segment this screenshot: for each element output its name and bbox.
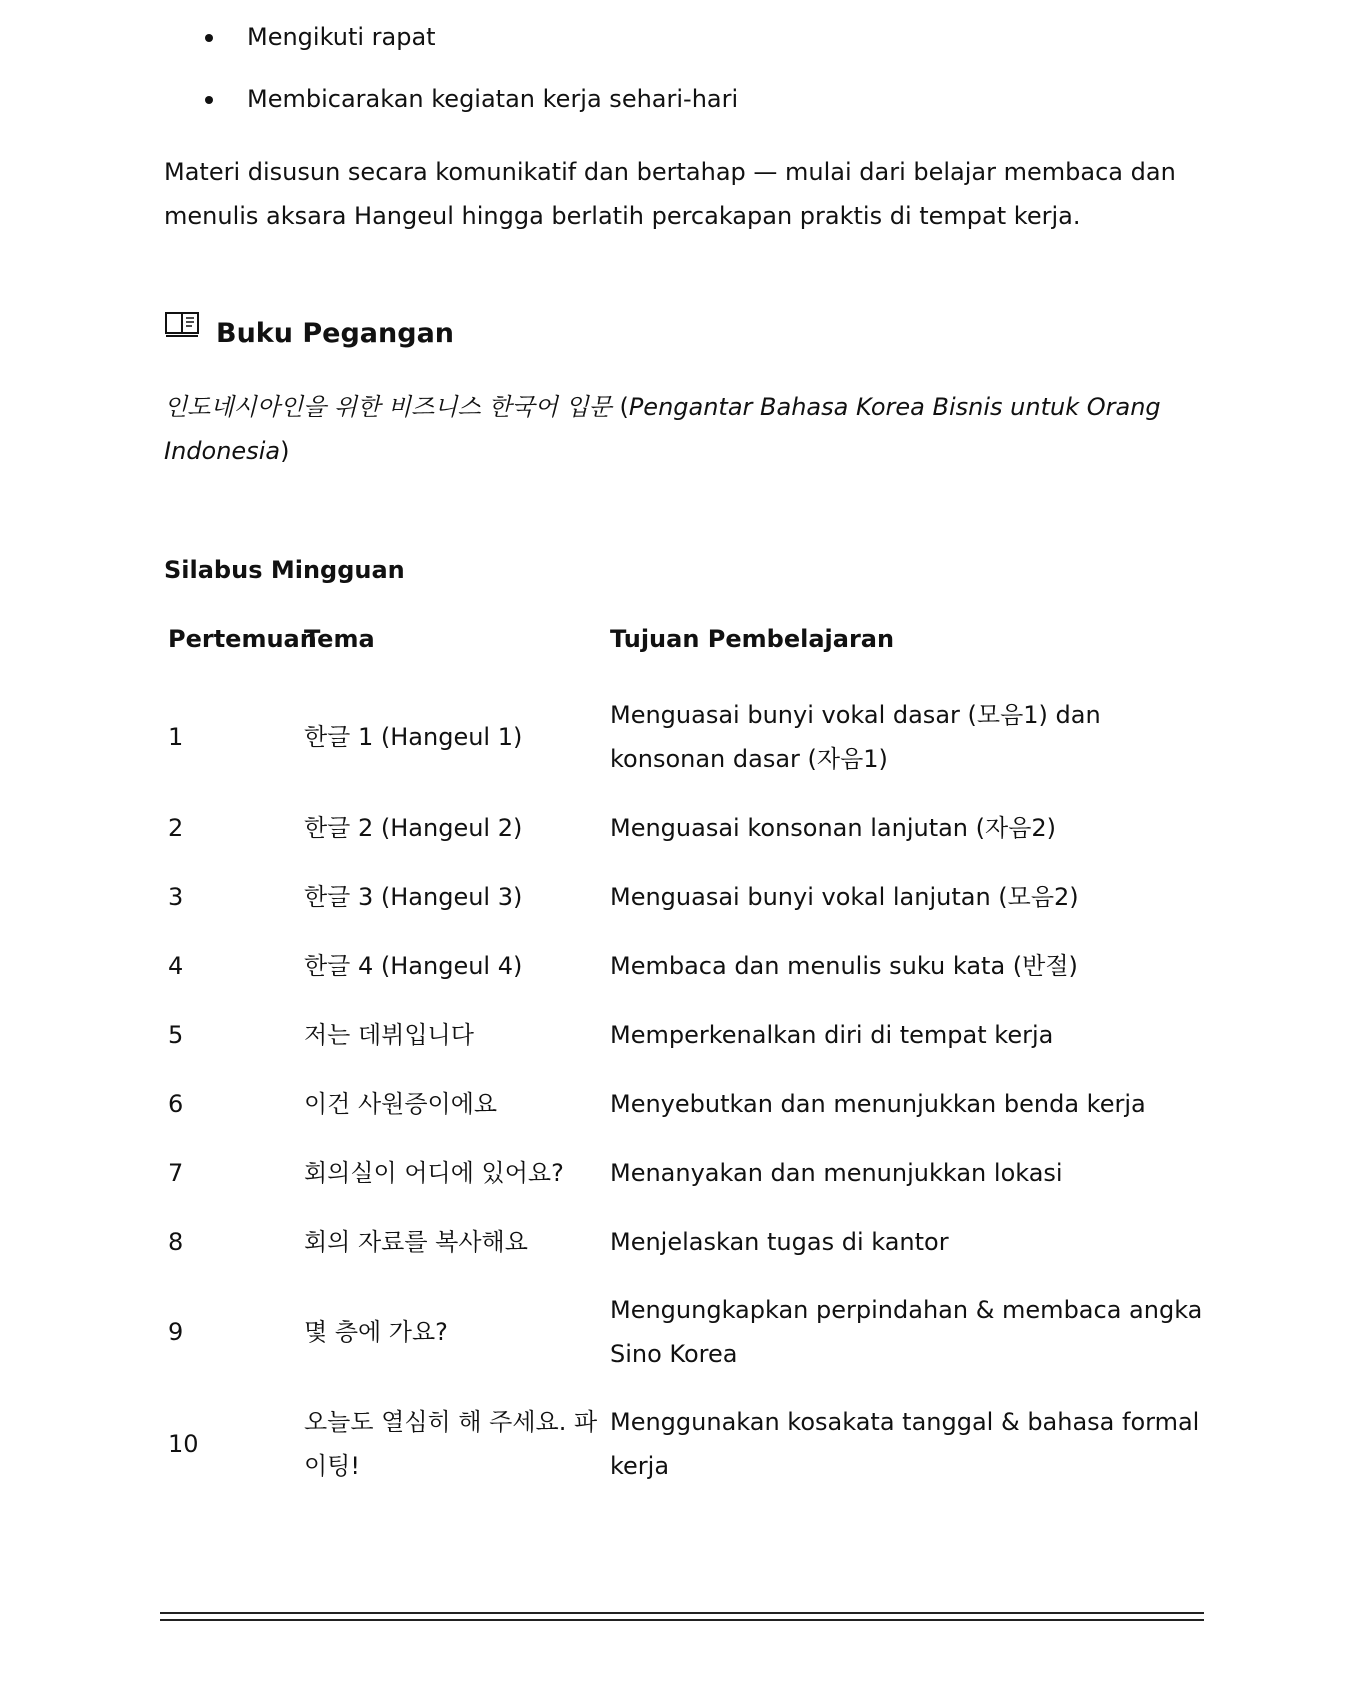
theme-cell: 이건 사원증이에요 [304, 1089, 498, 1118]
textbook-indonesian-title: Pengantar Bahasa Korea Bisnis untuk Orang Indonesia [164, 393, 1161, 465]
list-item-text: Membicarakan kegiatan kerja sehari-hari [247, 85, 739, 113]
theme-cell: 한글 3 (Hangeul 3) [304, 882, 523, 911]
header-meeting: Pertemuan [168, 625, 317, 653]
meeting-number: 6 [168, 1089, 184, 1118]
theme-cell: 한글 1 (Hangeul 1) [304, 723, 523, 751]
theme-cell: 저는 데뷔입니다 [304, 1020, 474, 1049]
table-row [164, 1207, 1214, 1276]
meeting-number: 10 [168, 1430, 199, 1458]
goal-cell: Membaca dan menulis suku kata (반절) [610, 951, 1078, 980]
theme-cell: 회의 자료를 복사해요 [304, 1227, 528, 1256]
activity-list [205, 20, 738, 144]
theme-cell: 한글 2 (Hangeul 2) [304, 813, 523, 842]
meeting-number: 4 [168, 951, 184, 980]
meeting-number: 7 [168, 1158, 184, 1187]
goal-cell: Menggunakan kosakata tanggal & bahasa formal kerja [610, 1408, 1200, 1480]
theme-cell: 회의실이 어디에 있어요? [304, 1158, 564, 1187]
list-item [205, 20, 738, 54]
table-row [164, 862, 1214, 931]
theme-cell: 오늘도 열심히 해 주세요. 파이팅! [304, 1408, 598, 1480]
meeting-number: 8 [168, 1227, 184, 1256]
table-row [164, 1069, 1214, 1138]
table-row [164, 681, 1214, 793]
description-paragraph: Materi disusun secara komunikatif dan bertahap — mulai dari belajar membaca dan menulis aksara Hangeul hingga berlatih percakapan praktis di tempat kerja. [164, 158, 1176, 230]
bullet-icon [205, 34, 213, 42]
textbook-title [164, 385, 1214, 473]
bullet-icon [205, 96, 213, 104]
meeting-number: 2 [168, 813, 184, 842]
goal-cell: Menanyakan dan menunjukkan lokasi [610, 1158, 1063, 1187]
table-row [164, 1276, 1214, 1388]
table-header-row [164, 615, 1214, 663]
meeting-number: 9 [168, 1318, 184, 1346]
textbook-heading-text: Buku Pegangan [216, 318, 455, 349]
textbook-heading [164, 318, 454, 349]
meeting-number: 5 [168, 1020, 184, 1049]
goal-cell: Memperkenalkan diri di tempat kerja [610, 1020, 1054, 1049]
footer-divider [160, 1612, 1204, 1621]
book-icon [164, 309, 200, 339]
table-row [164, 1000, 1214, 1069]
goal-cell: Menguasai konsonan lanjutan (자음2) [610, 813, 1057, 842]
goal-cell: Mengungkapkan perpindahan & membaca angka Sino Korea [610, 1296, 1203, 1368]
header-theme: Tema [304, 625, 375, 653]
meeting-number: 3 [168, 882, 184, 911]
goal-cell: Menguasai bunyi vokal dasar (모음1) dan konsonan dasar (자음1) [610, 701, 1101, 773]
table-row [164, 931, 1214, 1000]
goal-cell: Menjelaskan tugas di kantor [610, 1227, 949, 1256]
goal-cell: Menguasai bunyi vokal lanjutan (모음2) [610, 882, 1079, 911]
syllabus-table [164, 615, 1214, 1500]
table-row [164, 1388, 1214, 1500]
schedule-title: Silabus Mingguan [164, 556, 405, 584]
theme-cell: 몇 층에 가요? [304, 1318, 448, 1346]
table-row [164, 1138, 1214, 1207]
header-goal: Tujuan Pembelajaran [610, 625, 895, 653]
open-paren: ( [611, 393, 629, 421]
list-item-text: Mengikuti rapat [247, 23, 436, 51]
table-row [164, 793, 1214, 862]
meeting-number: 1 [168, 723, 184, 751]
close-paren: ) [280, 437, 290, 465]
theme-cell: 한글 4 (Hangeul 4) [304, 951, 523, 980]
list-item [205, 82, 738, 116]
goal-cell: Menyebutkan dan menunjukkan benda kerja [610, 1089, 1146, 1118]
textbook-korean-title: 인도네시아인을 위한 비즈니스 한국어 입문 [164, 393, 612, 421]
